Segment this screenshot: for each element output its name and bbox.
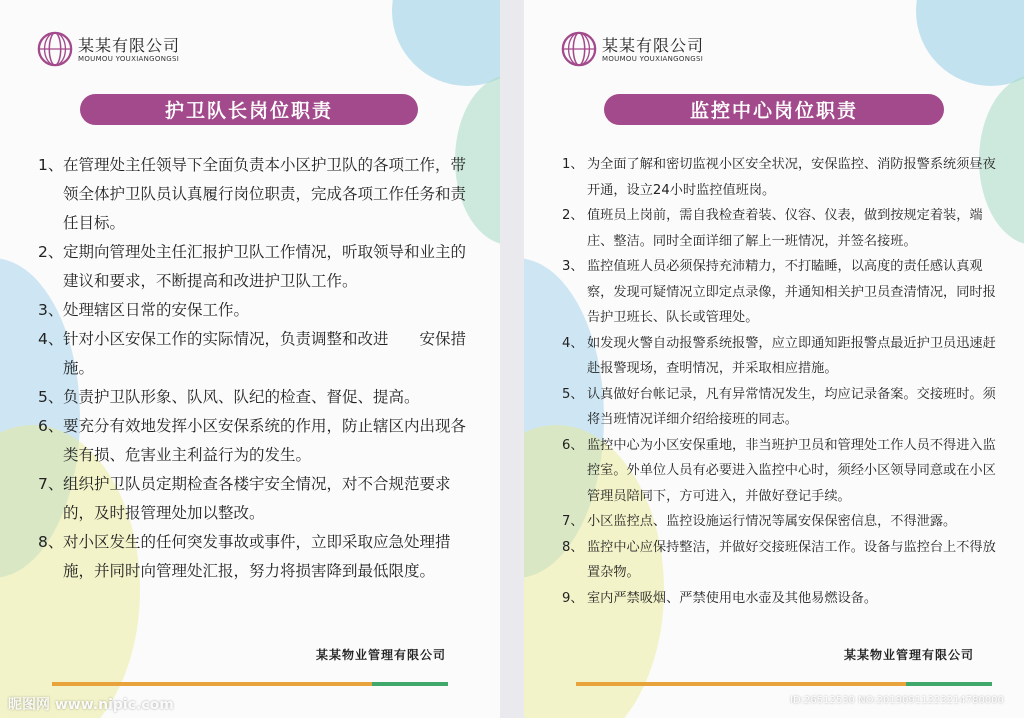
- company-pinyin: MOUMOU YOUXIANGONGSI: [78, 54, 180, 63]
- item-number: 9、: [562, 590, 584, 606]
- list-item: [38, 470, 474, 528]
- company-name: 某某有限公司: [78, 35, 181, 55]
- item-text: 值班员上岗前，需自我检查着装、仪容、仪表，做到按规定着装，端庄、整洁。同时全面详细了解上一班情况，并签名接班。: [587, 208, 983, 249]
- list-item: [562, 254, 1000, 331]
- list-item: [562, 433, 1000, 510]
- item-number: 6、: [38, 417, 64, 435]
- item-text: 如发现火警自动报警系统报警，应立即通知距报警点最近护卫员迅速赶赴报警现场，查明情况，并采取相应措施。: [587, 335, 996, 376]
- item-text: 小区监控点、监控设施运行情况等属安保保密信息，不得泄露。: [587, 514, 957, 529]
- duty-list: [562, 152, 1000, 611]
- item-text: 监控中心为小区安保重地，非当班护卫员和管理处工作人员不得进入监控室。外单位人员有必要进入监控中心时，须经小区领导同意或在小区管理员陪同下，方可进入，并做好登记手续。: [587, 437, 996, 504]
- company-name: 某某有限公司: [602, 35, 705, 55]
- item-number: 5、: [38, 388, 64, 406]
- item-text: 组织护卫队员定期检查各楼宇安全情况，对不合规范要求的，及时报管理处加以整改。: [63, 475, 451, 522]
- item-number: 5、: [562, 386, 584, 402]
- list-item: [38, 412, 474, 470]
- item-text: 针对小区安保工作的实际情况，负责调整和改进 安保措施。: [63, 330, 467, 377]
- list-item: [562, 586, 1000, 612]
- page-title: 护卫队长岗位职责: [80, 94, 418, 125]
- watermark-right: ID:26512530 NO:20190911223214780000: [790, 695, 1004, 706]
- item-text: 处理辖区日常的安保工作。: [63, 301, 250, 319]
- list-item: [38, 383, 474, 412]
- item-number: 7、: [562, 514, 584, 529]
- list-item: [562, 203, 1000, 254]
- item-text: 要充分有效地发挥小区安保系统的作用，防止辖区内出现各类有损、危害业主利益行为的发生。: [63, 417, 467, 464]
- item-number: 1、: [562, 157, 584, 172]
- item-text: 认真做好台帐记录，凡有异常情况发生，均应记录备案。交接班时。须将当班情况详细介绍给接班的同志。: [587, 386, 996, 427]
- item-number: 4、: [38, 330, 64, 348]
- right-document-panel: [524, 0, 1024, 718]
- item-text: 室内严禁吸烟、严禁使用电水壶及其他易燃设备。: [587, 590, 878, 606]
- left-document-panel: [0, 0, 500, 718]
- list-item: [38, 528, 474, 586]
- item-text: 在管理处主任领导下全面负责本小区护卫队的各项工作，带领全体护卫队员认真履行岗位职责，完成各项工作任务和责任目标。: [63, 156, 467, 232]
- footer-bar-orange: [52, 682, 372, 686]
- item-number: 7、: [38, 475, 64, 493]
- duty-list: [38, 151, 474, 586]
- footer-bar-green: [372, 682, 448, 686]
- item-number: 8、: [562, 539, 584, 555]
- item-number: 4、: [562, 335, 584, 351]
- item-number: 3、: [38, 301, 64, 319]
- item-text: 监控值班人员必须保持充沛精力，不打瞌睡，以高度的责任感认真观察，发现可疑情况立即定点录像，并通知相关护卫员查清情况，同时报告护卫班长、队长或管理处。: [587, 259, 996, 325]
- watermark-left: 昵图网 www.nipic.com: [8, 697, 174, 713]
- company-logo: [560, 30, 704, 68]
- list-item: [562, 331, 1000, 382]
- item-number: 2、: [38, 243, 64, 261]
- item-text: 为全面了解和密切监视小区安全状况，安保监控、消防报警系统须昼夜开通，设立24小时监控值班岗。: [587, 157, 996, 198]
- list-item: [38, 296, 474, 325]
- footer-company: 某某物业管理有限公司: [844, 648, 975, 662]
- item-text: 对小区发生的任何突发事故或事件，立即采取应急处理措施，并同时向管理处汇报，努力将损害降到最低限度。: [63, 533, 451, 580]
- list-item: [562, 382, 1000, 433]
- item-number: 6、: [562, 437, 584, 453]
- list-item: [38, 325, 474, 383]
- list-item: [38, 238, 474, 296]
- item-number: 2、: [562, 208, 584, 223]
- company-logo: [36, 30, 180, 68]
- company-pinyin: MOUMOU YOUXIANGONGSI: [602, 54, 704, 63]
- item-text: 监控中心应保持整洁，并做好交接班保洁工作。设备与监控台上不得放置杂物。: [587, 539, 996, 580]
- list-item: [562, 509, 1000, 535]
- company-logo-icon: [560, 30, 598, 68]
- item-number: 1、: [38, 156, 64, 174]
- decor-circle: [916, 0, 1024, 86]
- item-text: 负责护卫队形象、队风、队纪的检查、督促、提高。: [63, 388, 420, 406]
- decor-circle: [392, 0, 500, 86]
- item-number: 8、: [38, 533, 64, 551]
- list-item: [562, 535, 1000, 586]
- list-item: [562, 152, 1000, 203]
- footer-bar-green: [906, 682, 992, 686]
- footer-company: 某某物业管理有限公司: [316, 648, 447, 662]
- page-title: 监控中心岗位职责: [604, 94, 944, 125]
- company-logo-icon: [36, 30, 74, 68]
- footer-bar-orange: [576, 682, 906, 686]
- item-text: 定期向管理处主任汇报护卫队工作情况，听取领导和业主的建议和要求，不断提高和改进护卫队工作。: [63, 243, 467, 290]
- item-number: 3、: [562, 259, 584, 274]
- list-item: [38, 151, 474, 238]
